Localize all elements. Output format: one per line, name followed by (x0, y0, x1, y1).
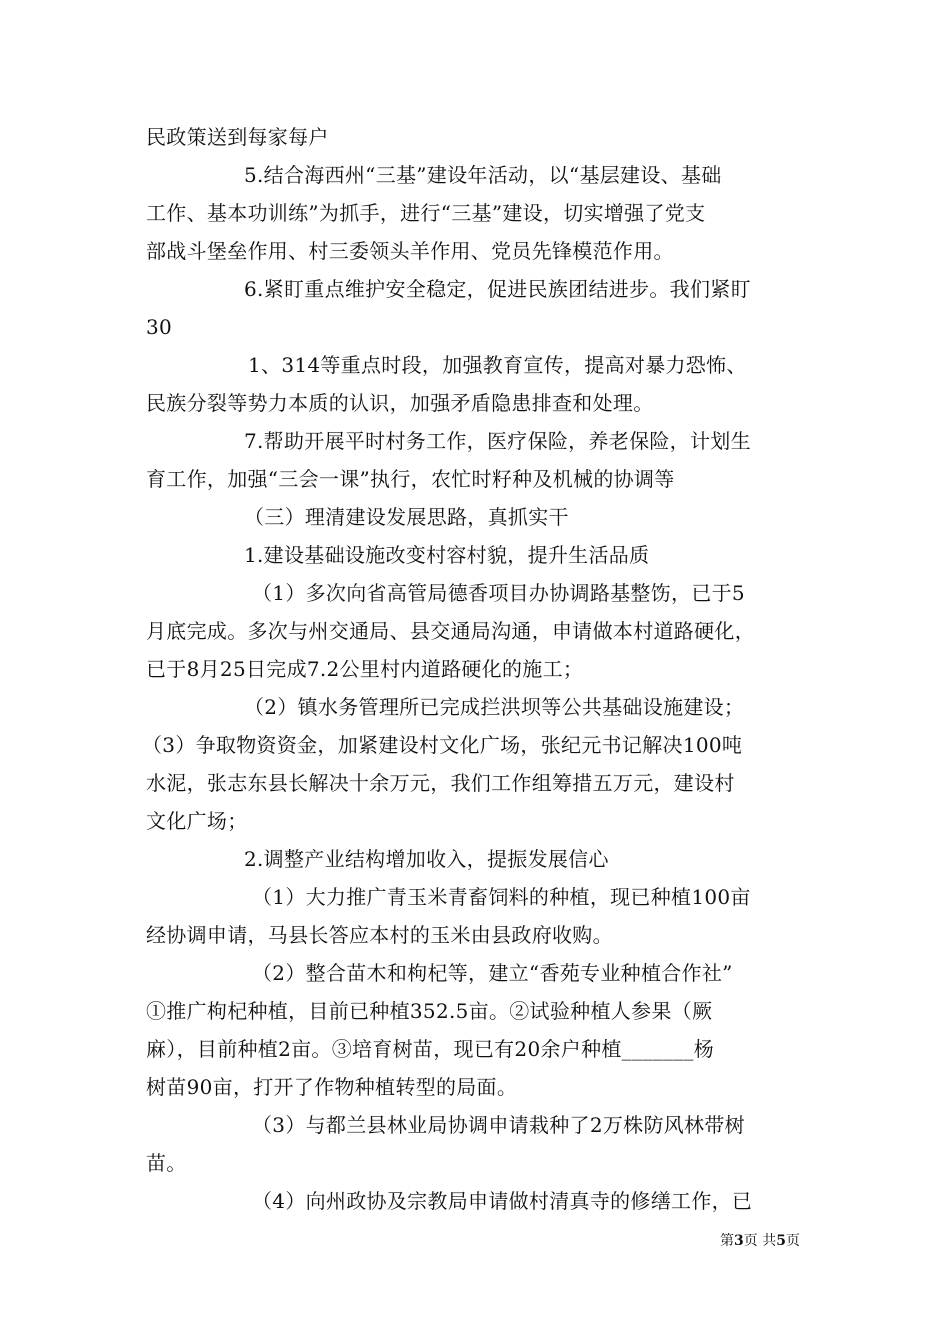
text-line: 2.调整产业结构增加收入，提振发展信心 (244, 847, 609, 871)
footer-total-pages: 5 (776, 1233, 786, 1249)
footer-current-page: 3 (734, 1233, 744, 1249)
text-line: 已于8月25日完成7.2公里村内道路硬化的施工； (146, 657, 584, 681)
text-line: 部战斗堡垒作用、村三委领头羊作用、党员先锋模范作用。 (146, 239, 674, 263)
text-line: 7.帮助开展平时村务工作，医疗保险，养老保险，计划生 (244, 429, 751, 453)
text-line: 文化广场； (146, 809, 248, 833)
text-line: 民族分裂等势力本质的认识，加强矛盾隐患排查和处理。 (146, 391, 654, 415)
text-line: （2）镇水务管理所已完成拦洪坝等公共基础设施建设； (244, 695, 745, 719)
text-line: 1、314等重点时段，加强教育宣传，提高对暴力恐怖、 (248, 353, 747, 377)
text-line: 1.建设基础设施改变村容村貌，提升生活品质 (244, 543, 650, 567)
text-line: 30 (146, 315, 173, 339)
text-line: 麻），目前种植2亩。③培育树苗，现已有20余户种植_______杨 (146, 1037, 715, 1061)
page-footer (720, 1232, 800, 1250)
text-line: （1）多次向省高管局德香项目办协调路基整饬，已于5 (252, 581, 745, 605)
text-line: 经协调申请，马县长答应本村的玉米由县政府收购。 (146, 923, 613, 947)
footer-suffix: 页 (785, 1233, 800, 1249)
text-line: （3）争取物资资金，加紧建设村文化广场，张纪元书记解决100吨 (142, 733, 743, 757)
text-line: 月底完成。多次与州交通局、县交通局沟通，申请做本村道路硬化， (146, 619, 755, 643)
text-line: 6.紧盯重点维护安全稳定，促进民族团结进步。我们紧盯 (244, 277, 751, 301)
text-line: （1）大力推广青玉米青畜饲料的种植，现已种植100亩 (252, 885, 751, 909)
text-line: 苗。 (146, 1151, 187, 1175)
text-line: 工作、基本功训练”为抓手，进行“三基”建设，切实增强了党支 (146, 201, 706, 225)
text-line: 育工作，加强“三会一课”执行，农忙时籽种及机械的协调等 (146, 467, 675, 491)
text-line: ①推广枸杞种植，目前已种植352.5亩。②试验种植人参果（厥 (146, 999, 713, 1023)
text-line: 树苗90亩，打开了作物种植转型的局面。 (146, 1075, 518, 1099)
footer-prefix: 第 (720, 1233, 734, 1249)
text-line: （三）理清建设发展思路，真抓实干 (244, 505, 569, 529)
text-line: 水泥，张志东县长解决十余万元，我们工作组筹措五万元，建设村 (146, 771, 735, 795)
text-line: （3）与都兰县林业局协调申请栽种了2万株防风林带树 (252, 1113, 745, 1137)
text-line: （4）向州政协及宗教局申请做村清真寺的修缮工作，已 (252, 1189, 753, 1213)
footer-middle: 页 共 (743, 1233, 777, 1249)
text-line: 民政策送到每家每户 (146, 125, 329, 149)
text-line: 5.结合海西州“三基”建设年活动，以“基层建设、基础 (244, 163, 722, 187)
text-line: （2）整合苗木和枸杞等，建立“香苑专业种植合作社” (252, 961, 733, 985)
